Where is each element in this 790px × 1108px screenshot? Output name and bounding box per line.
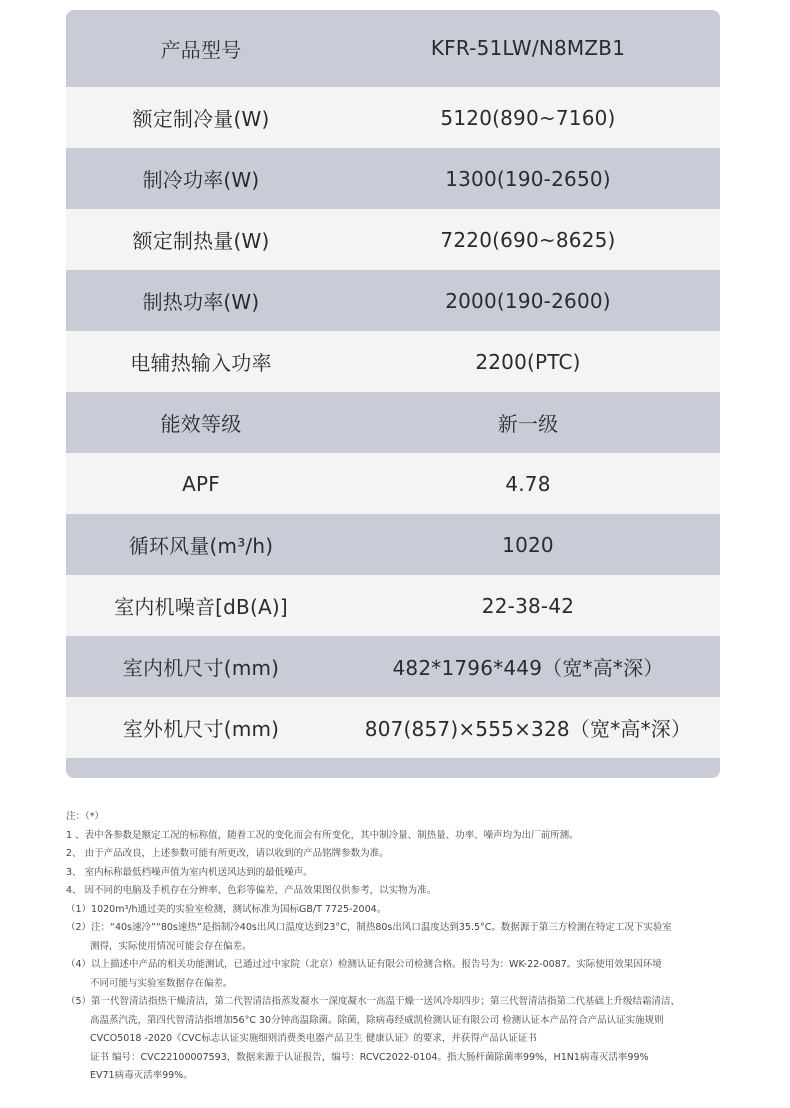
spec-row-heating-capacity <box>66 209 720 270</box>
spec-row-indoor-noise <box>66 575 720 636</box>
spec-label: 循环风量(m³/h) <box>128 534 274 558</box>
footnotes <box>66 808 726 1086</box>
note-line: 4、 因不同的电脑及手机存在分辨率、色彩等偏差，产品效果图仅供参考，以实物为准。 <box>66 885 437 896</box>
note-line: CVCO5018 -2020《CVC标志认证实施细则消费类电器产品卫生 健康认证》的要求，并获得产品认证证书 <box>90 1033 537 1044</box>
spec-label: 能效等级 <box>160 412 242 436</box>
spec-label: APF <box>182 471 220 496</box>
spec-table <box>66 10 720 778</box>
spec-value: 22-38-42 <box>481 593 575 618</box>
note-line: （5）第一代智清洁指热干燥清洁，第二代智清洁指蒸发凝水一深度凝水一高温干燥一送风冷却四步；第三代智清洁指第二代基础上升级结霜清洁、 <box>66 996 681 1007</box>
spec-row-indoor-size <box>66 636 720 697</box>
note-line: 不同可能与实验室数据存在偏差。 <box>90 977 233 989</box>
spec-value: 2000(190-2600) <box>445 288 611 313</box>
spec-value: 7220(690~8625) <box>440 227 616 252</box>
note-line: 2、 由于产品改良，上述参数可能有所更改，请以收到的产品铭牌参数为准。 <box>66 848 389 859</box>
note-line: （2）注：“40s速冷”“80s速热”是指制冷40s出风口温度达到23°C，制热80s出风口温度达到35.5°C。数据源于第三方检测在特定工况下实验室 <box>66 922 672 933</box>
spec-label: 室外机尺寸(mm) <box>122 717 280 741</box>
note-line: （4）以上描述中产品的相关功能测试，已通过过中家院（北京）检测认证有限公司检测合格。报告号为：WK-22-0087。实际使用效果因环境 <box>66 959 662 970</box>
note-line: 高温蒸汽洗，第四代智清洁指增加56°C 30分钟高温除菌。除菌，除病毒经威凯检测认证有限公司 检测认证本产品符合产品认证实施规则 <box>90 1014 664 1026</box>
note-line: EV71病毒灭活率99%。 <box>90 1070 193 1081</box>
spec-row-airflow <box>66 514 720 575</box>
spec-value: 5120(890~7160) <box>440 105 616 130</box>
spec-label: 电辅热输入功率 <box>130 351 272 375</box>
spec-row-efficiency-grade <box>66 392 720 453</box>
note-line: 1 、表中各参数是额定工况的标称值，随着工况的变化而会有所变化，其中制冷量、制热量、功率、噪声均为出厂前所测。 <box>66 829 579 841</box>
note-line: 证书 编号：CVC22100007593，数据来源于认证报告，编号：RCVC2022-0104。指大肠杆菌除菌率99%，H1N1病毒灭活率99% <box>90 1051 649 1063</box>
spec-value: 2200(PTC) <box>475 349 581 374</box>
spec-label: 制冷功率(W) <box>142 168 260 192</box>
note-line: （1）1020m³/h通过美的实验室检测，测试标准为国标GB/T 7725-2004。 <box>66 903 387 915</box>
note-heading: 注：（*） <box>66 811 105 822</box>
spec-value: 新一级 <box>497 412 559 436</box>
note-line: 3、 室内标称最低档噪声值为室内机送风达到的最低噪声。 <box>66 866 313 878</box>
spec-label: 室内机噪音[dB(A)] <box>114 595 288 619</box>
spec-value: 1300(190-2650) <box>445 166 611 191</box>
spec-row-apf <box>66 453 720 514</box>
spec-row-cooling-capacity <box>66 87 720 148</box>
spec-value: 4.78 <box>505 471 551 496</box>
spec-value: 1020 <box>502 532 554 557</box>
spec-label: 产品型号 <box>160 37 242 62</box>
spec-label: 额定制冷量(W) <box>132 107 270 131</box>
spec-label: 额定制热量(W) <box>132 229 270 253</box>
note-line: 测得，实际使用情况可能会存在偏差。 <box>90 940 252 952</box>
spec-value: KFR-51LW/N8MZB1 <box>430 36 626 60</box>
spec-row-cooling-power <box>66 148 720 209</box>
spec-row-outdoor-size <box>66 697 720 758</box>
spec-row-aux-heating <box>66 331 720 392</box>
spec-value: 482*1796*449（宽*高*深） <box>392 656 664 680</box>
spec-row-heating-power <box>66 270 720 331</box>
spec-value: 807(857)×555×328（宽*高*深） <box>364 717 692 741</box>
spec-row-model <box>66 10 720 86</box>
spec-label: 制热功率(W) <box>142 290 260 314</box>
spec-label: 室内机尺寸(mm) <box>122 656 280 680</box>
